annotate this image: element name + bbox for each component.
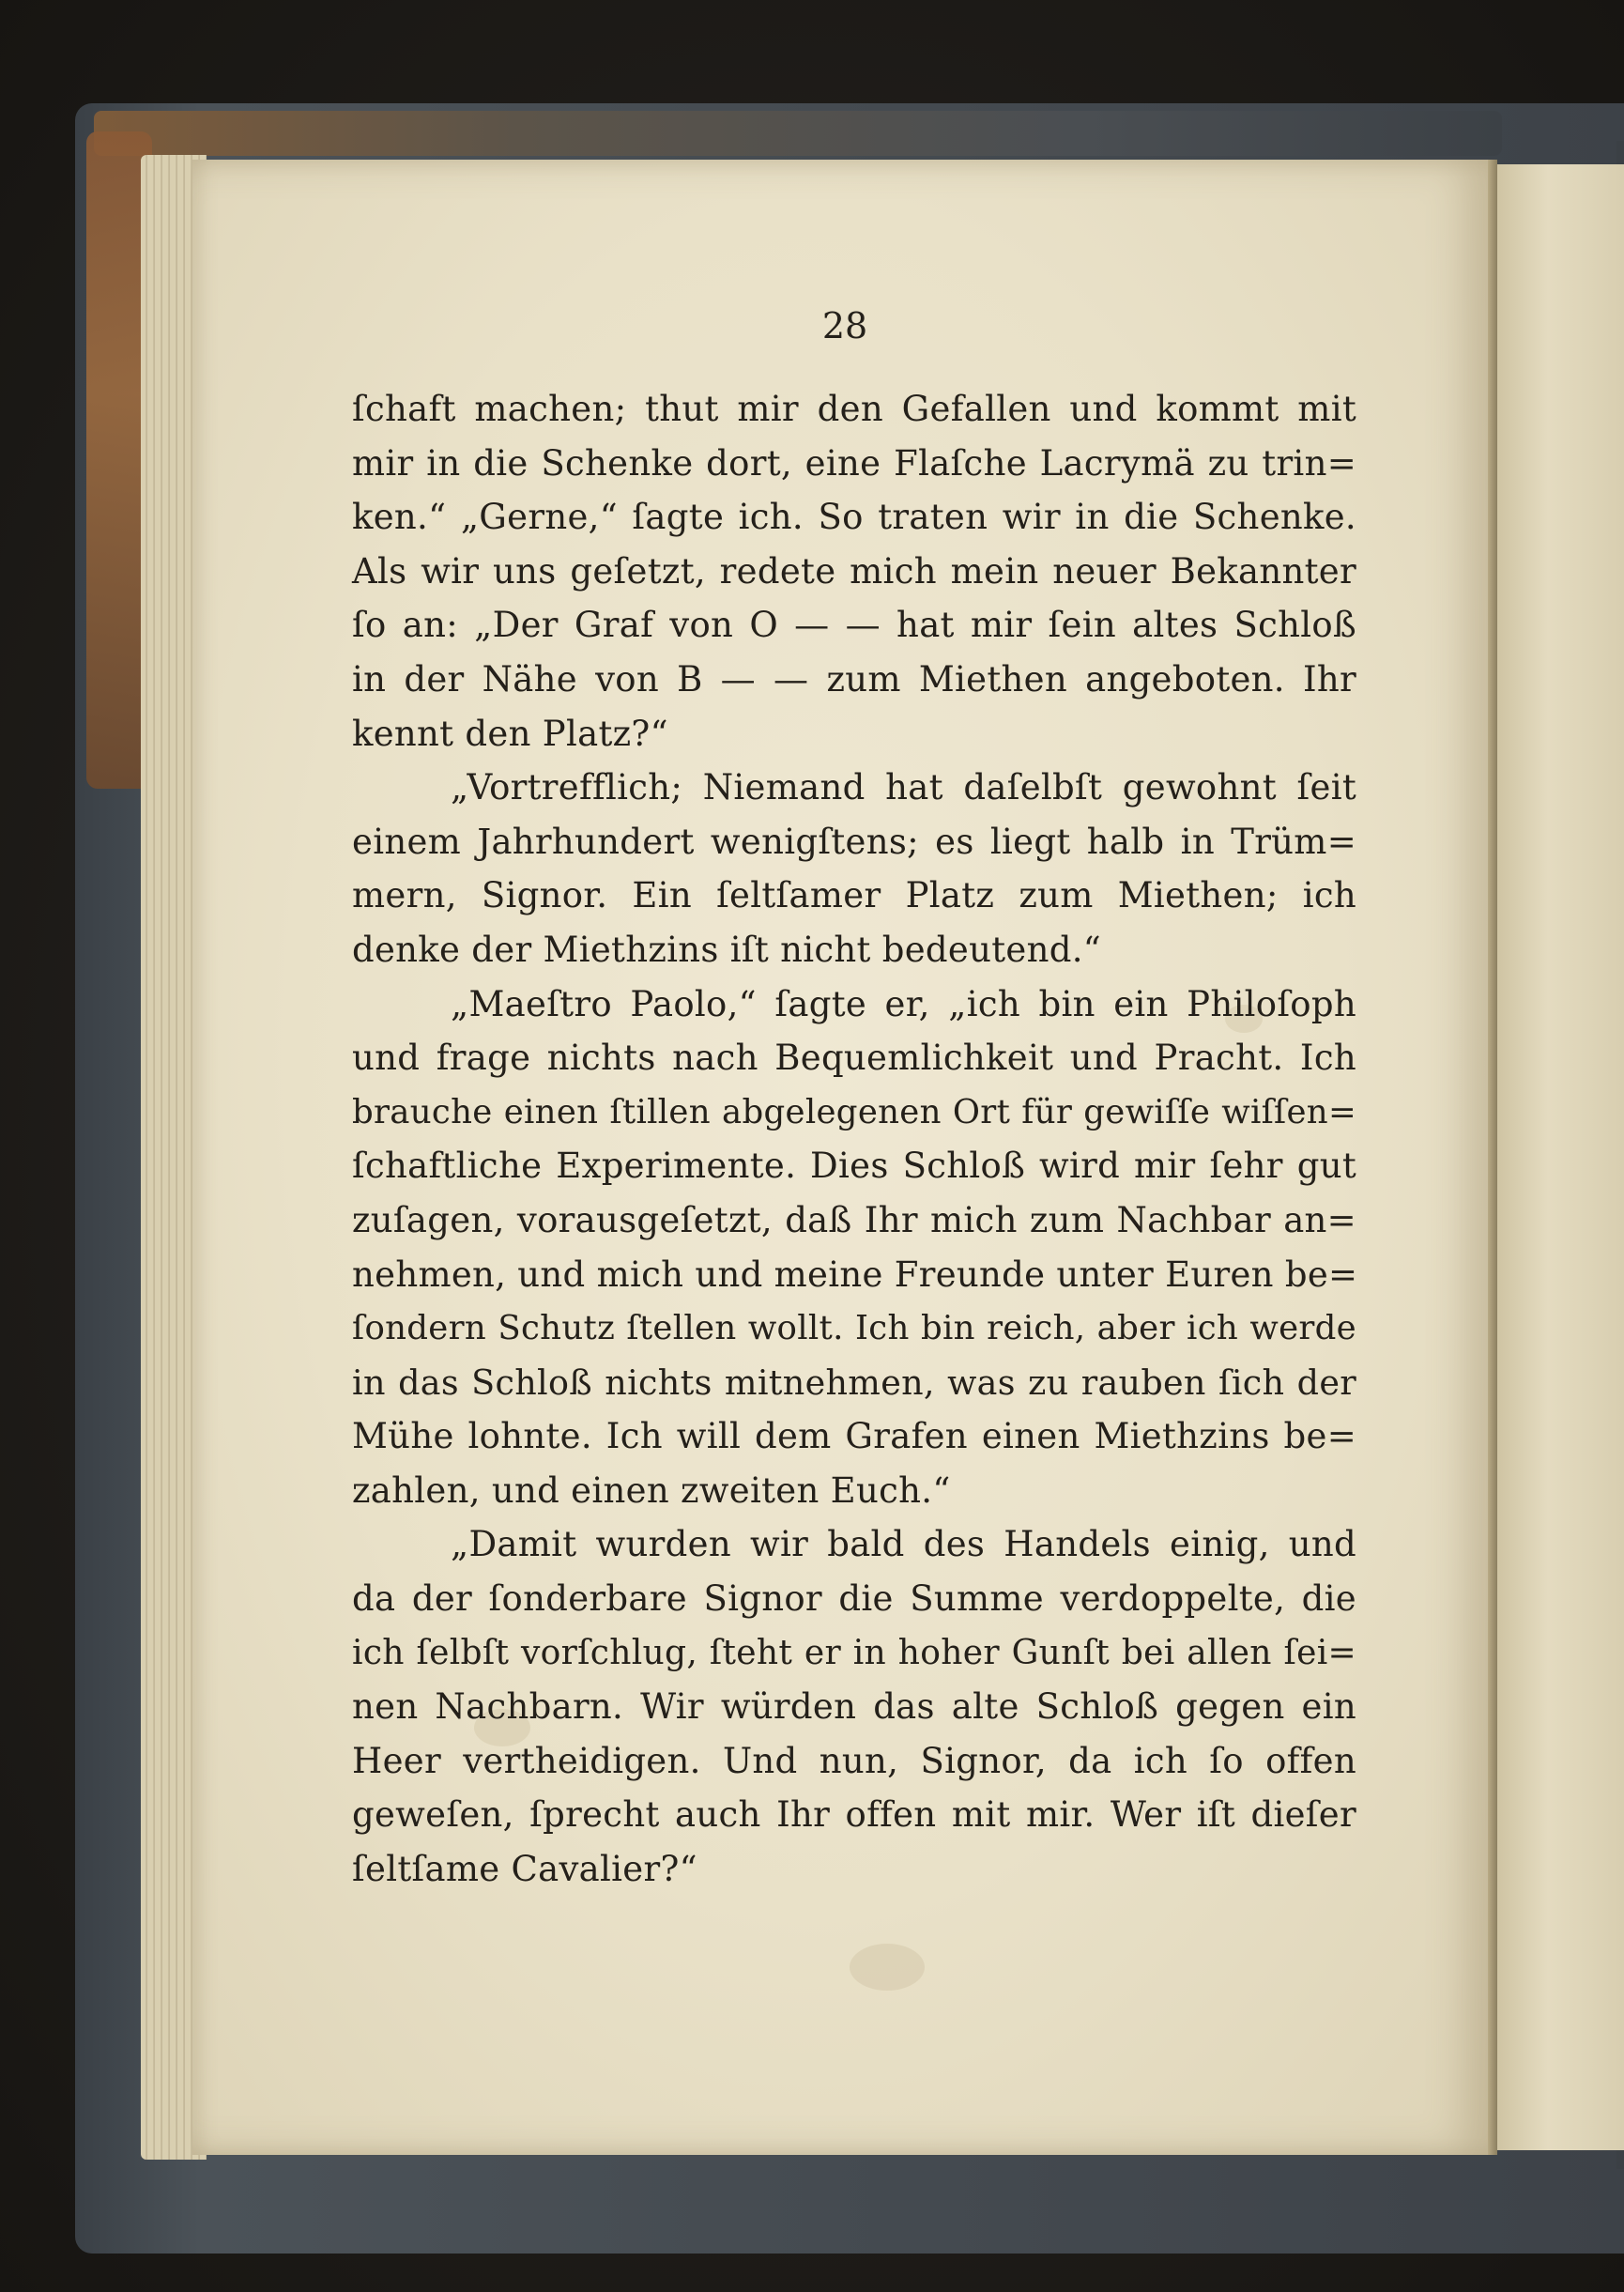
text-line: in der Nähe von B — — zum Miethen angeboten. Ihr [352, 658, 1356, 700]
text-line: Mühe lohnte. Ich will dem Grafen einen Miethzins be= [352, 1416, 1356, 1457]
text-line: einem Jahrhundert wenigſtens; es liegt halb in Trüm= [352, 821, 1356, 862]
text-line: mern, Signor. Ein ſeltſamer Platz zum Miethen; ich [352, 875, 1356, 916]
text-line: „Maeſtro Paolo,“ ſagte er, „ich bin ein Philoſoph [451, 983, 1356, 1024]
text-line: in das Schloß nichts mitnehmen, was zu rauben ſich der [352, 1361, 1356, 1403]
page-number: 28 [821, 305, 868, 346]
text-line: Heer vertheidigen. Und nun, Signor, da ich ſo offen [352, 1740, 1356, 1781]
body-text [352, 382, 1356, 1897]
text-line: Als wir uns geſetzt, redete mich mein neuer Bekannter [352, 550, 1356, 592]
text-line: nen Nachbarn. Wir würden das alte Schloß gegen ein [352, 1686, 1356, 1728]
paragraph [352, 382, 1356, 761]
paragraph [352, 977, 1356, 1518]
text-line: ſchaftliche Experimente. Dies Schloß wird mir ſehr gut [352, 1146, 1356, 1187]
worn-cover-edge-top [94, 111, 1502, 156]
text-line: „Damit wurden wir bald des Handels einig, und [451, 1524, 1356, 1565]
text-line: brauche einen ſtillen abgelegenen Ort für gewiſſe wiſſen= [352, 1092, 1356, 1131]
text-line: ſo an: „Der Graf von O — — hat mir ſein altes Schloß [352, 605, 1356, 646]
text-line: „Vortrefflich; Niemand hat daſelbſt gewohnt ſeit [451, 767, 1356, 808]
page-gutter [1488, 160, 1497, 2155]
text-line: ſeltſame Cavalier?“ [352, 1849, 697, 1890]
text-line: da der ſonderbare Signor die Summe verdoppelte, die [352, 1578, 1356, 1620]
text-line: ſondern Schutz ſtellen wollt. Ich bin reich, aber ich werde [352, 1309, 1356, 1348]
facing-page [1497, 164, 1624, 2150]
text-line: kennt den Platz?“ [352, 713, 668, 754]
foxing-spot [850, 1944, 925, 1991]
paragraph [352, 761, 1356, 977]
text-line: ich ſelbſt vorſchlug, ſteht er in hoher Gunſt bei allen ſei= [352, 1633, 1356, 1672]
text-line: ſchaft machen; thut mir den Gefallen und kommt mit [352, 389, 1356, 429]
text-line: denke der Miethzins iſt nicht bedeutend.“ [352, 929, 1101, 970]
text-line: ken.“ „Gerne,“ ſagte ich. So traten wir in die Schenke. [352, 497, 1356, 538]
text-line: zahlen, und einen zweiten Euch.“ [352, 1469, 951, 1511]
text-line: mir in die Schenke dort, eine Flaſche Lacrymä zu trin= [352, 442, 1356, 484]
text-line: und frage nichts nach Bequemlichkeit und Pracht. Ich [352, 1038, 1356, 1079]
text-line: nehmen, und mich und meine Freunde unter Euren be= [352, 1254, 1358, 1295]
text-line: zuſagen, vorausgeſetzt, daß Ihr mich zum Nachbar an= [352, 1199, 1356, 1240]
paragraph [352, 1517, 1356, 1896]
text-line: geweſen, ſprecht auch Ihr offen mit mir. Wer iſt dieſer [352, 1794, 1356, 1836]
